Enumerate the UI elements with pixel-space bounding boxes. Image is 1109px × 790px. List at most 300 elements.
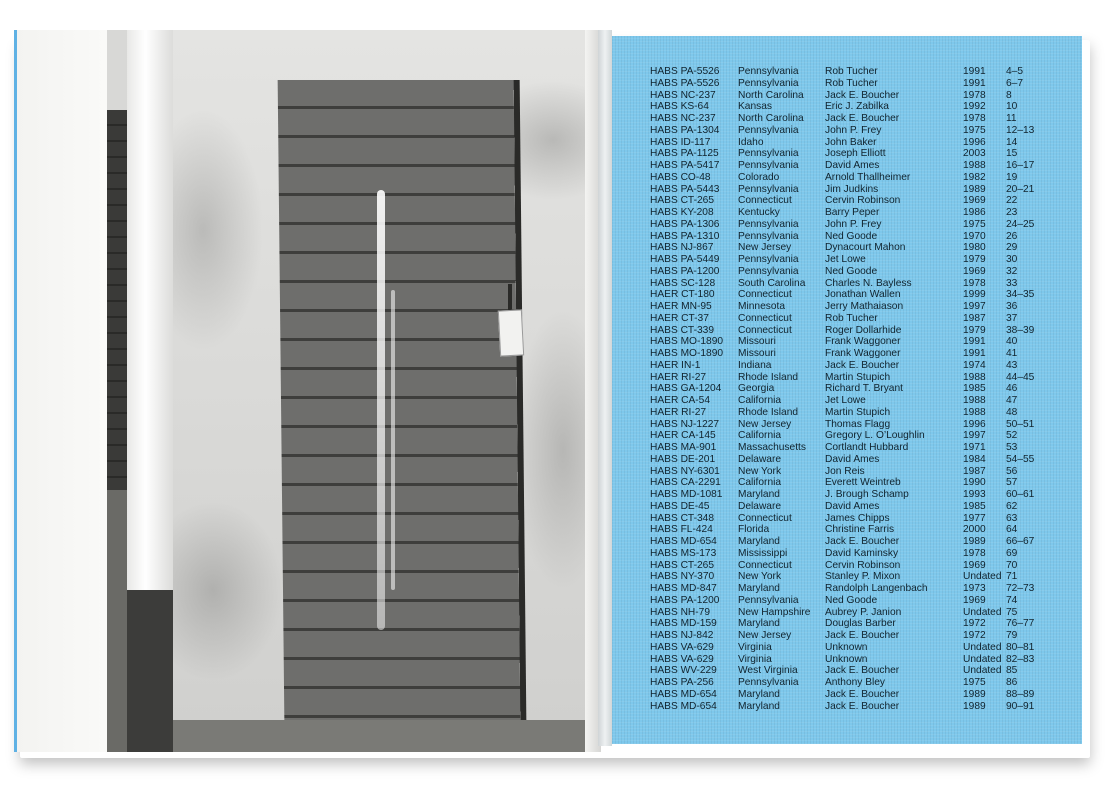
year: 1991 <box>963 348 986 359</box>
survey-code: HABS DE-201 <box>650 453 716 465</box>
page-numbers: 10 <box>1006 101 1018 113</box>
photographer: Ned Goode <box>825 265 878 277</box>
page-numbers: 16–17 <box>1006 160 1035 171</box>
state: West Virginia <box>738 665 798 677</box>
state: Connecticut <box>738 312 792 324</box>
photographer: Dynacourt Mahon <box>825 242 906 254</box>
photographer: Jon Reis <box>825 465 865 477</box>
year: 1969 <box>963 594 986 606</box>
page-numbers: 90–91 <box>1006 700 1035 712</box>
survey-code: HABS CT-339 <box>650 324 714 336</box>
page-numbers: 50–51 <box>1006 418 1035 430</box>
photographer: James Chipps <box>825 512 890 524</box>
photographer: Unknown <box>825 641 868 653</box>
state: Pennsylvania <box>738 124 799 136</box>
state: New York <box>738 465 782 477</box>
survey-code: HABS PA-256 <box>650 677 714 688</box>
page-numbers: 46 <box>1006 383 1018 395</box>
state: Pennsylvania <box>738 148 799 160</box>
index-row <box>650 607 1046 619</box>
index-row <box>650 148 1046 160</box>
photographer: Jack E. Boucher <box>825 89 900 101</box>
year: 1997 <box>963 301 986 312</box>
year: 1974 <box>963 359 986 371</box>
photographer: Unknown <box>825 653 868 665</box>
page-numbers: 72–73 <box>1006 583 1035 594</box>
state: Connecticut <box>738 324 792 336</box>
year: 1992 <box>963 101 986 113</box>
photo-wooden-door <box>278 80 521 720</box>
photo-fence <box>107 110 127 490</box>
state: Connecticut <box>738 289 792 301</box>
page-numbers: 47 <box>1006 395 1018 406</box>
state: Pennsylvania <box>738 677 799 688</box>
state: Minnesota <box>738 301 786 312</box>
year: 1996 <box>963 136 986 148</box>
survey-code: HABS PA-5449 <box>650 254 720 265</box>
page-numbers: 20–21 <box>1006 183 1035 195</box>
survey-code: HABS CO-48 <box>650 171 711 183</box>
page-numbers: 60–61 <box>1006 489 1035 500</box>
page-numbers: 57 <box>1006 477 1018 489</box>
state: Indiana <box>738 359 772 371</box>
page-numbers: 52 <box>1006 430 1018 442</box>
state: Connecticut <box>738 195 792 207</box>
year: 1988 <box>963 395 986 406</box>
page-numbers: 63 <box>1006 512 1018 524</box>
photographer: Joseph Elliott <box>825 148 886 160</box>
survey-code: HABS NY-370 <box>650 571 715 583</box>
page-numbers: 43 <box>1006 359 1018 371</box>
index-row <box>650 665 1046 677</box>
page-numbers: 22 <box>1006 195 1018 207</box>
state: Connecticut <box>738 559 792 571</box>
index-row <box>650 66 1046 78</box>
page-numbers: 11 <box>1006 113 1017 124</box>
door-photograph <box>107 30 601 752</box>
survey-code: HABS CT-265 <box>650 559 714 571</box>
year: Undated <box>963 571 1002 583</box>
year: 1971 <box>963 442 986 453</box>
page-numbers: 70 <box>1006 559 1018 571</box>
photographer: Martin Stupich <box>825 371 891 383</box>
page-numbers: 74 <box>1006 594 1018 606</box>
year: 1978 <box>963 547 986 559</box>
index-row <box>650 654 1046 666</box>
state: New Jersey <box>738 418 792 430</box>
photographer: Rob Tucher <box>825 312 878 324</box>
year: 1991 <box>963 66 986 77</box>
photographer: Roger Dollarhide <box>825 324 902 336</box>
page-numbers: 38–39 <box>1006 324 1035 336</box>
photographer: Richard T. Bryant <box>825 383 903 395</box>
index-row <box>650 477 1046 489</box>
year: 1969 <box>963 265 986 277</box>
photo-ground-bottom <box>173 720 585 752</box>
photographer: Barry Peper <box>825 207 880 218</box>
photo-paint-streak <box>377 190 385 630</box>
page-numbers: 36 <box>1006 301 1018 312</box>
survey-code: HABS MD-654 <box>650 700 717 712</box>
photographer: John P. Frey <box>825 124 882 136</box>
index-row <box>650 231 1046 243</box>
survey-code: HABS NJ-1227 <box>650 418 720 430</box>
left-page-margin <box>17 30 107 752</box>
photographer: Gregory L. O’Loughlin <box>825 430 925 442</box>
index-row <box>650 571 1046 583</box>
survey-code: HABS SC-128 <box>650 277 716 289</box>
photographer: Jack E. Boucher <box>825 630 900 641</box>
state: Delaware <box>738 453 782 465</box>
photographer: David Ames <box>825 160 880 171</box>
index-row <box>650 689 1046 701</box>
year: 1980 <box>963 242 986 254</box>
index-row <box>650 207 1046 219</box>
survey-code: HABS PA-1310 <box>650 230 720 242</box>
year: 1973 <box>963 583 986 594</box>
index-row <box>650 466 1046 478</box>
index-row <box>650 360 1046 372</box>
photographer: Anthony Bley <box>825 677 886 688</box>
survey-code: HAER CA-145 <box>650 430 716 442</box>
page-numbers: 30 <box>1006 254 1018 265</box>
photographer: Jack E. Boucher <box>825 688 900 700</box>
index-row <box>650 560 1046 572</box>
survey-code: HABS PA-5417 <box>650 160 720 171</box>
page-numbers: 19 <box>1006 171 1018 183</box>
photographer: Jim Judkins <box>825 183 879 195</box>
index-row <box>650 325 1046 337</box>
state: Pennsylvania <box>738 183 799 195</box>
survey-code: HABS MD-654 <box>650 536 717 547</box>
state: South Carolina <box>738 277 806 289</box>
survey-code: HAER IN-1 <box>650 359 701 371</box>
photo-post-base <box>127 590 173 752</box>
state: Rhode Island <box>738 406 799 418</box>
state: North Carolina <box>738 89 804 101</box>
photographer: Jack E. Boucher <box>825 536 900 547</box>
year: 1975 <box>963 124 986 136</box>
survey-code: HABS PA-5526 <box>650 66 720 77</box>
survey-code: HABS CA-2291 <box>650 477 721 489</box>
state: Idaho <box>738 136 764 148</box>
photographer: Jack E. Boucher <box>825 359 900 371</box>
year: 1989 <box>963 183 986 195</box>
survey-code: HAER CT-180 <box>650 289 715 301</box>
year: 1991 <box>963 336 986 348</box>
index-row <box>650 442 1046 454</box>
index-row <box>650 419 1046 431</box>
state: Connecticut <box>738 512 792 524</box>
index-row <box>650 242 1046 254</box>
page-numbers: 66–67 <box>1006 536 1035 547</box>
year: 1977 <box>963 512 986 524</box>
photographer: Ned Goode <box>825 230 878 242</box>
year: 1982 <box>963 171 986 183</box>
photographer: Douglas Barber <box>825 618 896 630</box>
year: 1979 <box>963 254 986 265</box>
index-row <box>650 160 1046 172</box>
year: 1993 <box>963 489 986 500</box>
year: Undated <box>963 665 1002 677</box>
index-row <box>650 289 1046 301</box>
page-numbers: 8 <box>1006 89 1012 101</box>
photo-paper-tag <box>498 309 524 356</box>
year: 2003 <box>963 148 986 160</box>
survey-code: HAER RI-27 <box>650 371 707 383</box>
state: Pennsylvania <box>738 230 799 242</box>
index-row <box>650 430 1046 442</box>
survey-code: HABS PA-1200 <box>650 265 720 277</box>
year: 1985 <box>963 383 986 395</box>
index-row <box>650 184 1046 196</box>
photo-ground-left <box>107 490 127 752</box>
state: Rhode Island <box>738 371 799 383</box>
photographer: Ned Goode <box>825 594 878 606</box>
state: Maryland <box>738 489 780 500</box>
index-row <box>650 536 1046 548</box>
page-numbers: 6–7 <box>1006 77 1023 89</box>
photo-sky <box>107 30 127 110</box>
index-row <box>650 642 1046 654</box>
survey-code: HAER MN-95 <box>650 301 712 312</box>
year: 1988 <box>963 160 986 171</box>
year: 1985 <box>963 500 986 512</box>
index-row <box>650 137 1046 149</box>
photographer: Jack E. Boucher <box>825 700 900 712</box>
index-row <box>650 78 1046 90</box>
photographer: Arnold Thallheimer <box>825 171 911 183</box>
photographer: Jet Lowe <box>825 254 866 265</box>
page-numbers: 34–35 <box>1006 289 1035 301</box>
year: 1999 <box>963 289 986 301</box>
index-row <box>650 313 1046 325</box>
state: Pennsylvania <box>738 594 799 606</box>
state: North Carolina <box>738 113 804 124</box>
state: Virginia <box>738 641 772 653</box>
photographer: Christine Farris <box>825 524 895 536</box>
index-row <box>650 90 1046 102</box>
index-row <box>650 195 1046 207</box>
state: Maryland <box>738 536 780 547</box>
index-row <box>650 113 1046 125</box>
index-row <box>650 513 1046 525</box>
survey-code: HABS MO-1890 <box>650 336 724 348</box>
page-numbers: 40 <box>1006 336 1018 348</box>
photo-index-table <box>650 66 1046 712</box>
left-page <box>14 30 598 752</box>
survey-code: HABS NJ-842 <box>650 630 714 641</box>
year: 1978 <box>963 113 986 124</box>
page-numbers: 26 <box>1006 230 1018 242</box>
photographer: Frank Waggoner <box>825 336 901 348</box>
year: 1969 <box>963 559 986 571</box>
state: Maryland <box>738 583 780 594</box>
page-numbers: 54–55 <box>1006 453 1035 465</box>
page-numbers: 41 <box>1006 348 1018 359</box>
index-row <box>650 383 1046 395</box>
survey-code: HABS WV-229 <box>650 665 717 677</box>
page-numbers: 32 <box>1006 265 1018 277</box>
year: Undated <box>963 606 1002 618</box>
state: Maryland <box>738 700 780 712</box>
page-numbers: 44–45 <box>1006 371 1035 383</box>
year: 1989 <box>963 688 986 700</box>
page-numbers: 88–89 <box>1006 688 1035 700</box>
state: Pennsylvania <box>738 265 799 277</box>
page-numbers: 33 <box>1006 277 1018 289</box>
index-row <box>650 219 1046 231</box>
year: 1990 <box>963 477 986 489</box>
page-numbers: 37 <box>1006 312 1018 324</box>
survey-code: HABS MS-173 <box>650 547 717 559</box>
year: 1972 <box>963 630 986 641</box>
photographer: Thomas Flagg <box>825 418 891 430</box>
survey-code: HABS NY-6301 <box>650 465 720 477</box>
state: Florida <box>738 524 770 536</box>
survey-code: HABS MD-159 <box>650 618 717 630</box>
survey-code: HABS MD-654 <box>650 688 717 700</box>
page-numbers: 4–5 <box>1006 66 1023 77</box>
index-row <box>650 254 1046 266</box>
photographer: Stanley P. Mixon <box>825 571 901 583</box>
photographer: David Ames <box>825 500 880 512</box>
state: Pennsylvania <box>738 254 799 265</box>
photographer: John Baker <box>825 136 877 148</box>
survey-code: HAER CA-54 <box>650 395 711 406</box>
page-numbers: 29 <box>1006 242 1018 254</box>
page-numbers: 76–77 <box>1006 618 1035 630</box>
index-row <box>650 336 1046 348</box>
photographer: Aubrey P. Janion <box>825 606 902 618</box>
index-row <box>650 348 1046 360</box>
page-numbers: 62 <box>1006 500 1018 512</box>
photographer: Jack E. Boucher <box>825 113 900 124</box>
survey-code: HABS CT-348 <box>650 512 714 524</box>
right-page <box>612 36 1082 744</box>
page-numbers: 82–83 <box>1006 653 1035 665</box>
survey-code: HABS NH-79 <box>650 606 711 618</box>
index-row <box>650 372 1046 384</box>
page-numbers: 48 <box>1006 406 1018 418</box>
index-row <box>650 266 1046 278</box>
index-row <box>650 501 1046 513</box>
photographer: John P. Frey <box>825 218 882 230</box>
survey-code: HABS MA-901 <box>650 442 717 453</box>
index-row <box>650 125 1046 137</box>
index-row <box>650 618 1046 630</box>
page-numbers: 86 <box>1006 677 1018 688</box>
page-numbers: 56 <box>1006 465 1018 477</box>
year: 1989 <box>963 700 986 712</box>
year: 1987 <box>963 465 986 477</box>
year: 1997 <box>963 430 986 442</box>
state: Delaware <box>738 500 782 512</box>
index-row <box>650 407 1046 419</box>
year: 1988 <box>963 371 986 383</box>
state: Missouri <box>738 336 776 348</box>
year: 1972 <box>963 618 986 630</box>
state: New Jersey <box>738 630 792 641</box>
survey-code: HABS CT-265 <box>650 195 714 207</box>
photographer: Eric J. Zabilka <box>825 101 889 113</box>
year: 1986 <box>963 207 986 218</box>
year: 1987 <box>963 312 986 324</box>
photographer: Cervin Robinson <box>825 559 901 571</box>
year: 1989 <box>963 536 986 547</box>
index-row <box>650 101 1046 113</box>
page-numbers: 75 <box>1006 606 1018 618</box>
year: 1978 <box>963 89 986 101</box>
state: Maryland <box>738 618 780 630</box>
state: Pennsylvania <box>738 77 799 89</box>
page-numbers: 23 <box>1006 207 1018 218</box>
state: New Jersey <box>738 242 792 254</box>
year: 1979 <box>963 324 986 336</box>
survey-code: HABS PA-1125 <box>650 148 719 160</box>
page-numbers: 14 <box>1006 136 1018 148</box>
index-row <box>650 701 1046 713</box>
index-row <box>650 278 1046 290</box>
year: 1991 <box>963 77 986 89</box>
index-row <box>650 677 1046 689</box>
page-numbers: 24–25 <box>1006 218 1035 230</box>
survey-code: HABS PA-1200 <box>650 594 720 606</box>
survey-code: HAER CT-37 <box>650 312 709 324</box>
photographer: Jerry Mathaiason <box>825 301 904 312</box>
survey-code: HABS KS-64 <box>650 101 709 113</box>
photographer: Jet Lowe <box>825 395 866 406</box>
state: Colorado <box>738 171 780 183</box>
state: Virginia <box>738 653 772 665</box>
year: 1969 <box>963 195 986 207</box>
survey-code: HABS MO-1890 <box>650 348 724 359</box>
state: Kansas <box>738 101 772 113</box>
state: Pennsylvania <box>738 218 799 230</box>
index-row <box>650 301 1046 313</box>
photo-white-post <box>127 30 173 590</box>
survey-code: HABS MD-847 <box>650 583 717 594</box>
year: 1984 <box>963 453 986 465</box>
photographer: Rob Tucher <box>825 66 878 77</box>
survey-code: HABS VA-629 <box>650 641 714 653</box>
survey-code: HABS PA-5526 <box>650 77 720 89</box>
survey-code: HABS DE-45 <box>650 500 710 512</box>
year: 1975 <box>963 218 986 230</box>
year: 1975 <box>963 677 986 688</box>
page-numbers: 64 <box>1006 524 1018 536</box>
survey-code: HABS ID-117 <box>650 136 711 148</box>
photographer: Jack E. Boucher <box>825 665 900 677</box>
photographer: J. Brough Schamp <box>825 489 909 500</box>
page-numbers: 69 <box>1006 547 1018 559</box>
photographer: Frank Waggoner <box>825 348 901 359</box>
state: California <box>738 430 782 442</box>
survey-code: HABS MD-1081 <box>650 489 723 500</box>
index-row <box>650 454 1046 466</box>
photographer: Cervin Robinson <box>825 195 901 207</box>
photographer: Everett Weintreb <box>825 477 901 489</box>
page-numbers: 85 <box>1006 665 1018 677</box>
survey-code: HABS VA-629 <box>650 653 714 665</box>
page-numbers: 79 <box>1006 630 1018 641</box>
index-row <box>650 595 1046 607</box>
survey-code: HABS PA-1306 <box>650 218 720 230</box>
state: New Hampshire <box>738 606 811 618</box>
photographer: Charles N. Bayless <box>825 277 912 289</box>
state: Pennsylvania <box>738 160 799 171</box>
photographer: Rob Tucher <box>825 77 878 89</box>
